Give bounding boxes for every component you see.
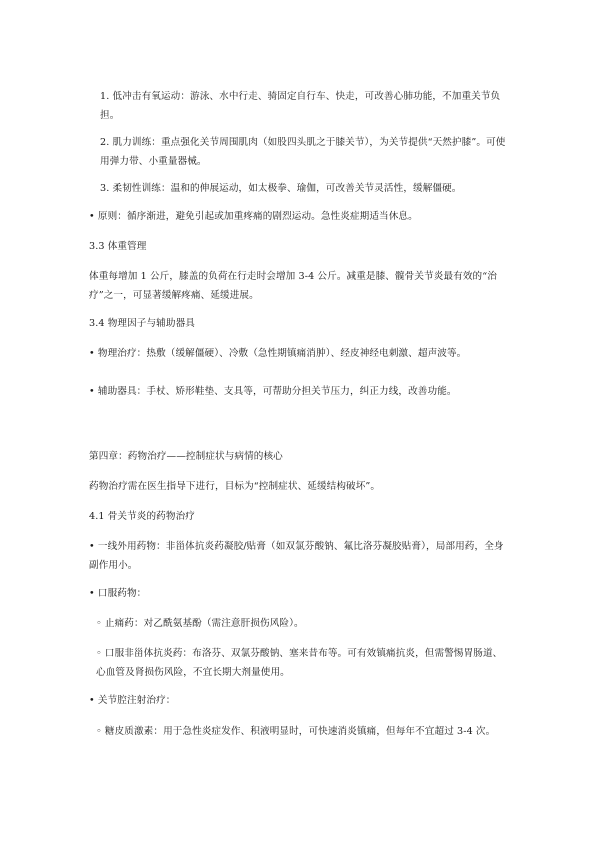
- section-heading-3-3: 3.3 体重管理: [89, 241, 147, 252]
- chapter-heading-4: 第四章：药物治疗——控制症状与病情的核心: [89, 451, 283, 462]
- oral-drugs-item: • 口服药物：: [89, 588, 147, 599]
- exercise-item-strength: 2. 肌力训练：重点强化关节周围肌肉（如股四头肌之于膝关节），为关节提供“天然护膝”。可使用弹力带、小重量器械。: [100, 137, 506, 167]
- weight-management-paragraph: 体重每增加 1 公斤，膝盖的负荷在行走时会增加 3-4 公斤。减重是膝、髋骨关节炎最有效的“治疗”之一，可显著缓解疼痛、延缓进展。: [89, 271, 497, 301]
- section-heading-3-4: 3.4 物理因子与辅助器具: [89, 318, 195, 329]
- exercise-item-aerobic: 1. 低冲击有氧运动：游泳、水中行走、骑固定自行车、快走，可改善心肺功能，不加重关节负担。: [100, 91, 501, 121]
- physical-therapy-item: • 物理治疗：热敷（缓解僵硬）、冷敷（急性期镇痛消肿）、经皮神经电刺激、超声波等。: [89, 348, 467, 359]
- topical-drugs-item: • 一线外用药物：非甾体抗炎药凝胶/贴膏（如双氯芬酸钠、氟比洛芬凝胶贴膏），局部用药，全身副作用小。: [89, 541, 504, 571]
- corticosteroid-subitem: ◦ 糖皮质激素：用于急性炎症发作、积液明显时，可快速消炎镇痛，但每年不宜超过 3-4 次。: [96, 726, 496, 737]
- joint-injection-item: • 关节腔注射治疗：: [89, 695, 176, 706]
- exercise-principle: • 原则：循序渐进，避免引起或加重疼痛的剧烈运动。急性炎症期适当休息。: [89, 211, 418, 222]
- drug-therapy-intro: 药物治疗需在医生指导下进行，目标为“控制症状、延缓结构破坏”。: [89, 481, 381, 492]
- oral-analgesic-subitem: ◦ 止痛药：对乙酰氨基酚（需注意肝损伤风险）。: [96, 618, 304, 629]
- section-heading-4-1: 4.1 骨关节炎的药物治疗: [89, 511, 195, 522]
- exercise-item-flexibility: 3. 柔韧性训练：温和的伸展运动，如太极拳、瑜伽，可改善关节灵活性，缓解僵硬。: [100, 183, 462, 194]
- assistive-devices-item: • 辅助器具：手杖、矫形鞋垫、支具等，可帮助分担关节压力，纠正力线，改善功能。: [89, 386, 457, 397]
- oral-nsaid-subitem: ◦ 口服非甾体抗炎药：布洛芬、双氯芬酸钠、塞来昔布等。可有效镇痛抗炎，但需警惕胃肠道、心血管及肾损伤风险，不宜长期大剂量使用。: [96, 648, 503, 678]
